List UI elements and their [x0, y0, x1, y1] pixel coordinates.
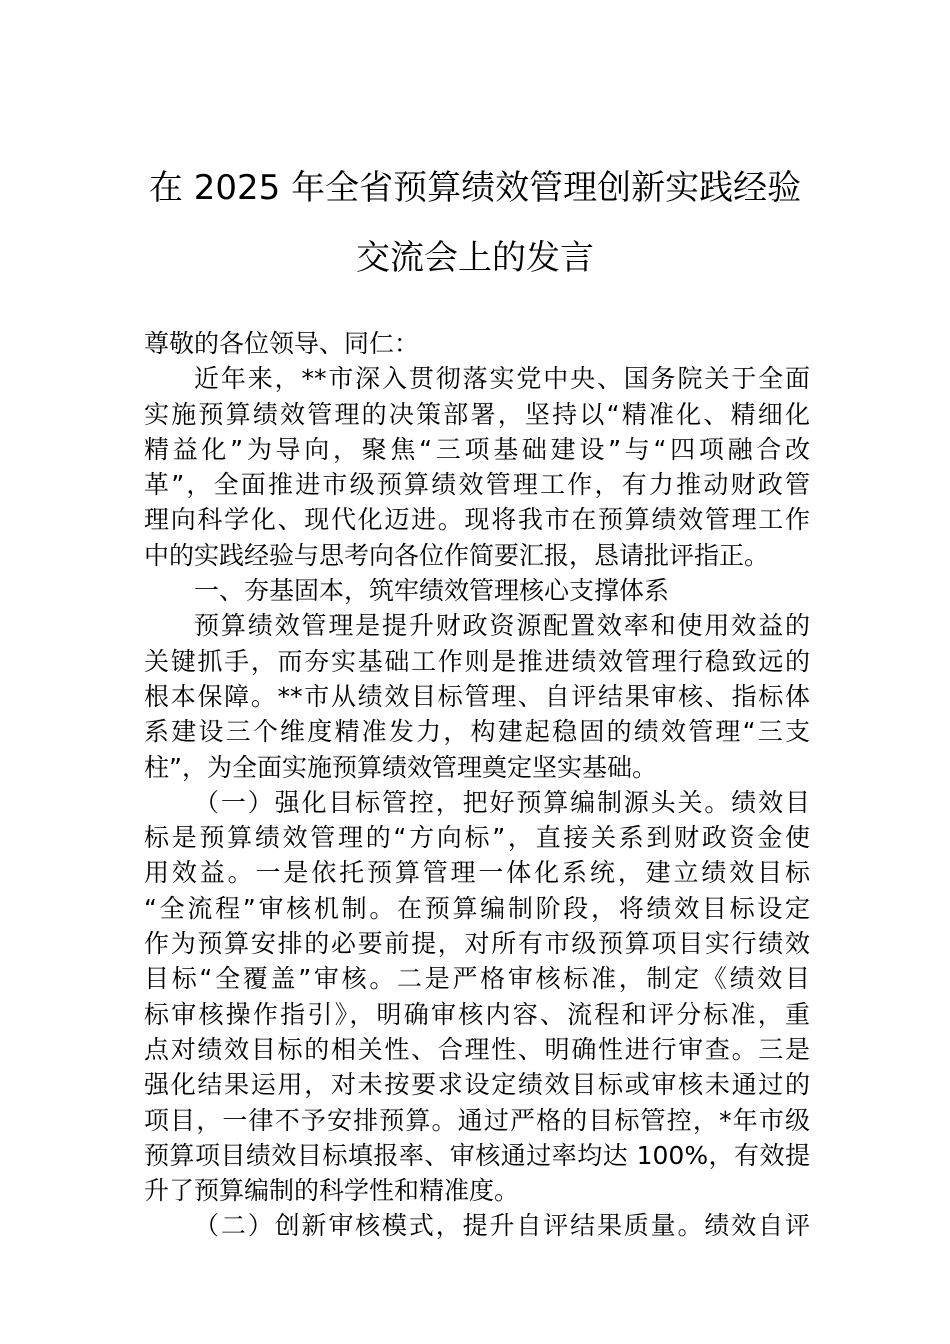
body-line: 标审核操作指引》，明确审核内容、流程和评分标准，重 [144, 999, 810, 1029]
body-line: 强化结果运用，对未按要求设定绩效目标或审核未通过的 [144, 1070, 810, 1100]
body-line: 精益化”为导向，聚焦“三项基础建设”与“四项融合改 [144, 434, 810, 464]
body-line: 革”，全面推进市级预算绩效管理工作，有力推动财政管 [144, 470, 810, 500]
document-title-line-1: 在 2025 年全省预算绩效管理创新实践经验 [148, 168, 802, 208]
body-line: 实施预算绩效管理的决策部署，坚持以“精准化、精细化 [144, 399, 810, 429]
body-line: 用效益。一是依托预算管理一体化系统，建立绩效目标 [144, 858, 810, 888]
body-line: （二）创新审核模式，提升自评结果质量。绩效自评 [194, 1211, 810, 1241]
body-line: 项目，一律不予安排预算。通过严格的目标管控，*年市级 [144, 1105, 810, 1135]
body-line: 关键抓手，而夯实基础工作则是推进绩效管理行稳致远的 [144, 646, 810, 676]
body-line: 一、夯基固本，筑牢绩效管理核心支撑体系 [194, 576, 670, 606]
document-body [144, 326, 810, 1244]
body-line: 中的实践经验与思考向各位作简要汇报，恳请批评指正。 [144, 540, 770, 570]
body-line: 点对绩效目标的相关性、合理性、明确性进行审查。三是 [144, 1034, 810, 1064]
body-line: 尊敬的各位领导、同仁： [144, 329, 420, 358]
body-line: 近年来，**市深入贯彻落实党中央、国务院关于全面 [194, 364, 810, 394]
body-line: 柱”，为全面实施预算绩效管理奠定坚实基础。 [144, 752, 657, 782]
body-line: （一）强化目标管控，把好预算编制源头关。绩效目 [194, 787, 810, 817]
document-title-line-2: 交流会上的发言 [356, 238, 594, 278]
body-line: 预算项目绩效目标填报率、审核通过率均达 100%，有效提 [144, 1140, 810, 1170]
body-line: 标是预算绩效管理的“方向标”，直接关系到财政资金使 [144, 823, 810, 853]
body-line: 系建设三个维度精准发力，构建起稳固的绩效管理“三支 [144, 717, 810, 747]
body-line: 预算绩效管理是提升财政资源配置效率和使用效益的 [194, 611, 810, 641]
body-line: 升了预算编制的科学性和精准度。 [144, 1176, 520, 1206]
body-line: 根本保障。**市从绩效目标管理、自评结果审核、指标体 [144, 681, 810, 711]
body-line: 作为预算安排的必要前提，对所有市级预算项目实行绩效 [144, 929, 810, 959]
body-line: 目标“全覆盖”审核。二是严格审核标准，制定《绩效目 [144, 964, 810, 994]
body-line: “全流程”审核机制。在预算编制阶段，将绩效目标设定 [144, 893, 810, 923]
body-line: 理向科学化、现代化迈进。现将我市在预算绩效管理工作 [144, 505, 810, 535]
